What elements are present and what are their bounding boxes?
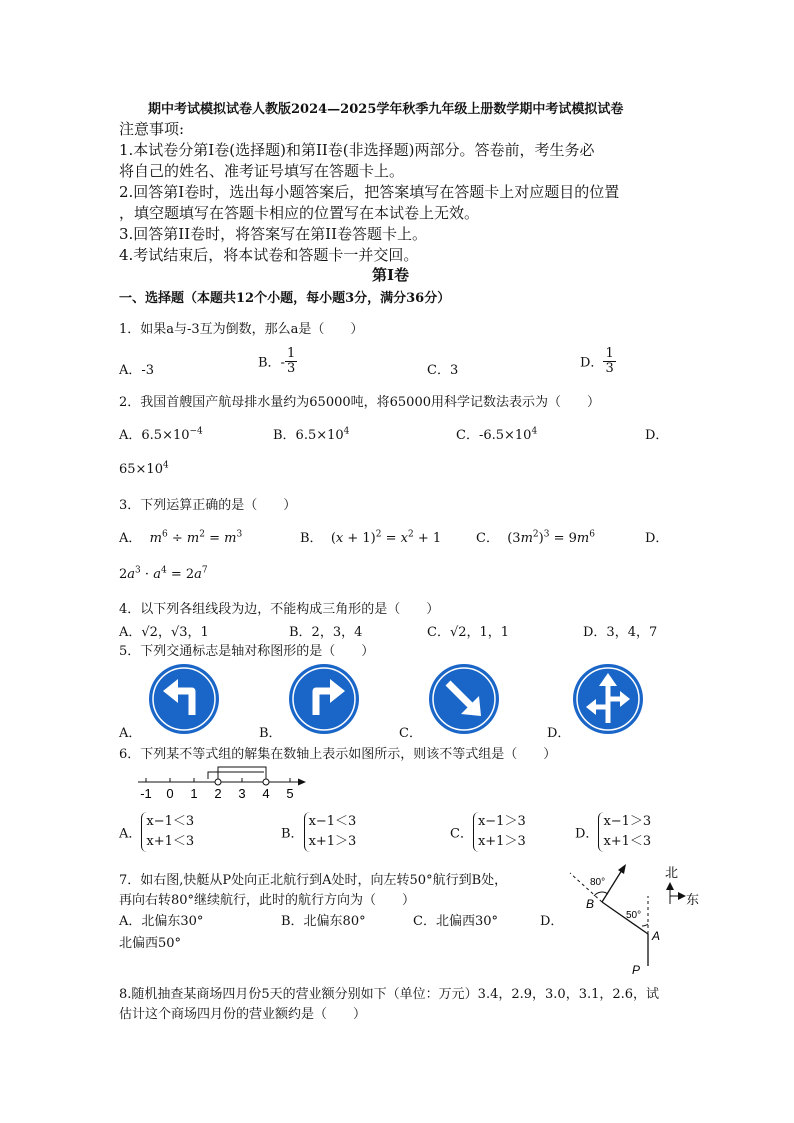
q6-option-c: C． x−1＞3 x+1＞3 [450, 812, 526, 852]
q3-option-c: C． $(3m^2)^3 = 9m^6$ [476, 529, 595, 546]
three-way-sign-icon [572, 663, 644, 735]
q7-option-a: A．北偏东30° [119, 914, 204, 929]
number-line-figure [134, 762, 310, 802]
point-b-label: B [586, 897, 595, 911]
tick-label: 3 [238, 786, 246, 801]
q4-option-c: C．√2，1，1 [427, 625, 510, 640]
q4-option-d: D．3，4，7 [583, 625, 658, 640]
tick-label: 4 [262, 786, 270, 801]
q7-option-c: C．北偏西30° [413, 914, 498, 929]
tick-label: 0 [166, 786, 174, 801]
tick-label: 2 [214, 786, 222, 801]
notice-line: 将自己的姓名、准考证号填写在答题卡上。 [119, 162, 405, 180]
q7-line2: 再向右转80°继续航行，此时的航行方向为（ ） [119, 893, 416, 908]
page-title: 期中考试模拟试卷人教版2024—2025学年秋季九年级上册数学期中考试模拟试卷 [148, 102, 624, 117]
notice-heading: 注意事项: [119, 120, 185, 138]
point-a-label: A [652, 929, 661, 943]
q8-line2: 估计这个商场四月份的营业额约是（ ） [119, 1007, 367, 1022]
angle-50-label: 50° [626, 910, 642, 921]
q7-line1: 7．如右图,快艇从P处向正北航行到A处时，向左转50°航行到B处， [119, 873, 508, 888]
q2-option-d-label: D． [645, 428, 669, 443]
turn-right-sign-icon [288, 663, 360, 735]
section-heading: 一、选择题（本题共12个小题，每小题3分，满分36分） [119, 291, 451, 306]
notice-line: 4.考试结束后，将本试卷和答题卡一并交回。 [119, 246, 419, 264]
q5-label-c: C． [399, 726, 422, 741]
q5-label-b: B． [259, 726, 282, 741]
q7-option-d-label: D． [540, 914, 564, 929]
q6-stem: 6．下列某不等式组的解集在数轴上表示如图所示，则该不等式组是（ ） [119, 747, 557, 762]
notice-line: 2.回答第I卷时，选出每小题答案后，把答案填写在答题卡上对应题目的位置 [119, 183, 620, 201]
q7-option-d: 北偏西50° [119, 936, 182, 951]
notice-line: 3.回答第II卷时，将答案写在第II卷答题卡上。 [119, 225, 428, 243]
q1-option-c: C．3 [427, 363, 459, 378]
q4-option-b: B．2，3，4 [289, 625, 363, 640]
q2-stem: 2．我国首艘国产航母排水量约为65000吨，将65000用科学记数法表示为（ ） [119, 395, 600, 410]
notice-line: ，填空题填写在答题卡相应的位置写在本试卷上无效。 [119, 204, 480, 222]
tick-label: 1 [190, 786, 198, 801]
q6-option-d: D． x−1＞3 x+1＜3 [575, 812, 651, 852]
notice-line: 1.本试卷分第I卷(选择题)和第II卷(非选择题)两部分。答卷前，考生务必 [119, 141, 595, 159]
tick-label: 5 [286, 786, 294, 801]
north-label: 北 [665, 865, 679, 880]
q4-option-a: A．√2，√3，1 [119, 625, 209, 640]
part-title: 第I卷 [372, 266, 410, 284]
q1-option-a: A．-3 [119, 363, 155, 378]
q3-option-a: A． $m^6 \div m^2 = m^3$ [119, 529, 243, 546]
angle-80-label: 80° [590, 877, 606, 888]
q8-line1: 8.随机抽查某商场四月份5天的营业额分别如下（单位：万元）3.4，2.9，3.0，3.1，2.6，试 [119, 987, 660, 1002]
q2-option-c: C．$-6.5\times 10^4$ [456, 426, 538, 443]
q1-stem: 1．如果a与-3互为倒数，那么a是（ ） [119, 322, 364, 337]
q5-label-a: A． [119, 726, 142, 741]
east-label: 东 [686, 892, 700, 907]
q2-option-b: B．$6.5\times 10^4$ [273, 426, 350, 443]
q7-option-b: B．北偏东80° [281, 914, 366, 929]
tick-label: -1 [140, 786, 152, 801]
q2-option-d: $65\times 10^4$ [119, 460, 169, 477]
q6-option-b: B． x−1＜3 x+1＞3 [281, 812, 356, 852]
q1-option-d: D． $\frac{1}{3}$ [580, 346, 614, 376]
q2-option-a: A．$6.5\times 10^{-4}$ [119, 426, 203, 443]
diagonal-arrow-sign-icon [428, 663, 500, 735]
q3-option-b: B． $(x + 1)^2 = x^2 + 1$ [300, 529, 442, 546]
q6-option-a: A． x−1＜3 x+1＜3 [119, 812, 194, 852]
point-p-label: P [632, 963, 641, 977]
q5-label-d: D． [547, 726, 571, 741]
turn-left-sign-icon [148, 663, 220, 735]
q3-option-d-label: D． [645, 531, 669, 546]
q5-stem: 5．下列交通标志是轴对称图形的是（ ） [119, 644, 375, 659]
q4-stem: 4．以下列各组线段为边，不能构成三角形的是（ ） [119, 602, 440, 617]
navigation-figure [566, 856, 706, 980]
q3-option-d: $2a^3 \cdot a^4 = 2a^7$ [119, 565, 208, 582]
q3-stem: 3．下列运算正确的是（ ） [119, 498, 297, 513]
q1-option-b: B．- $\frac{1}{3}$ [258, 346, 296, 376]
